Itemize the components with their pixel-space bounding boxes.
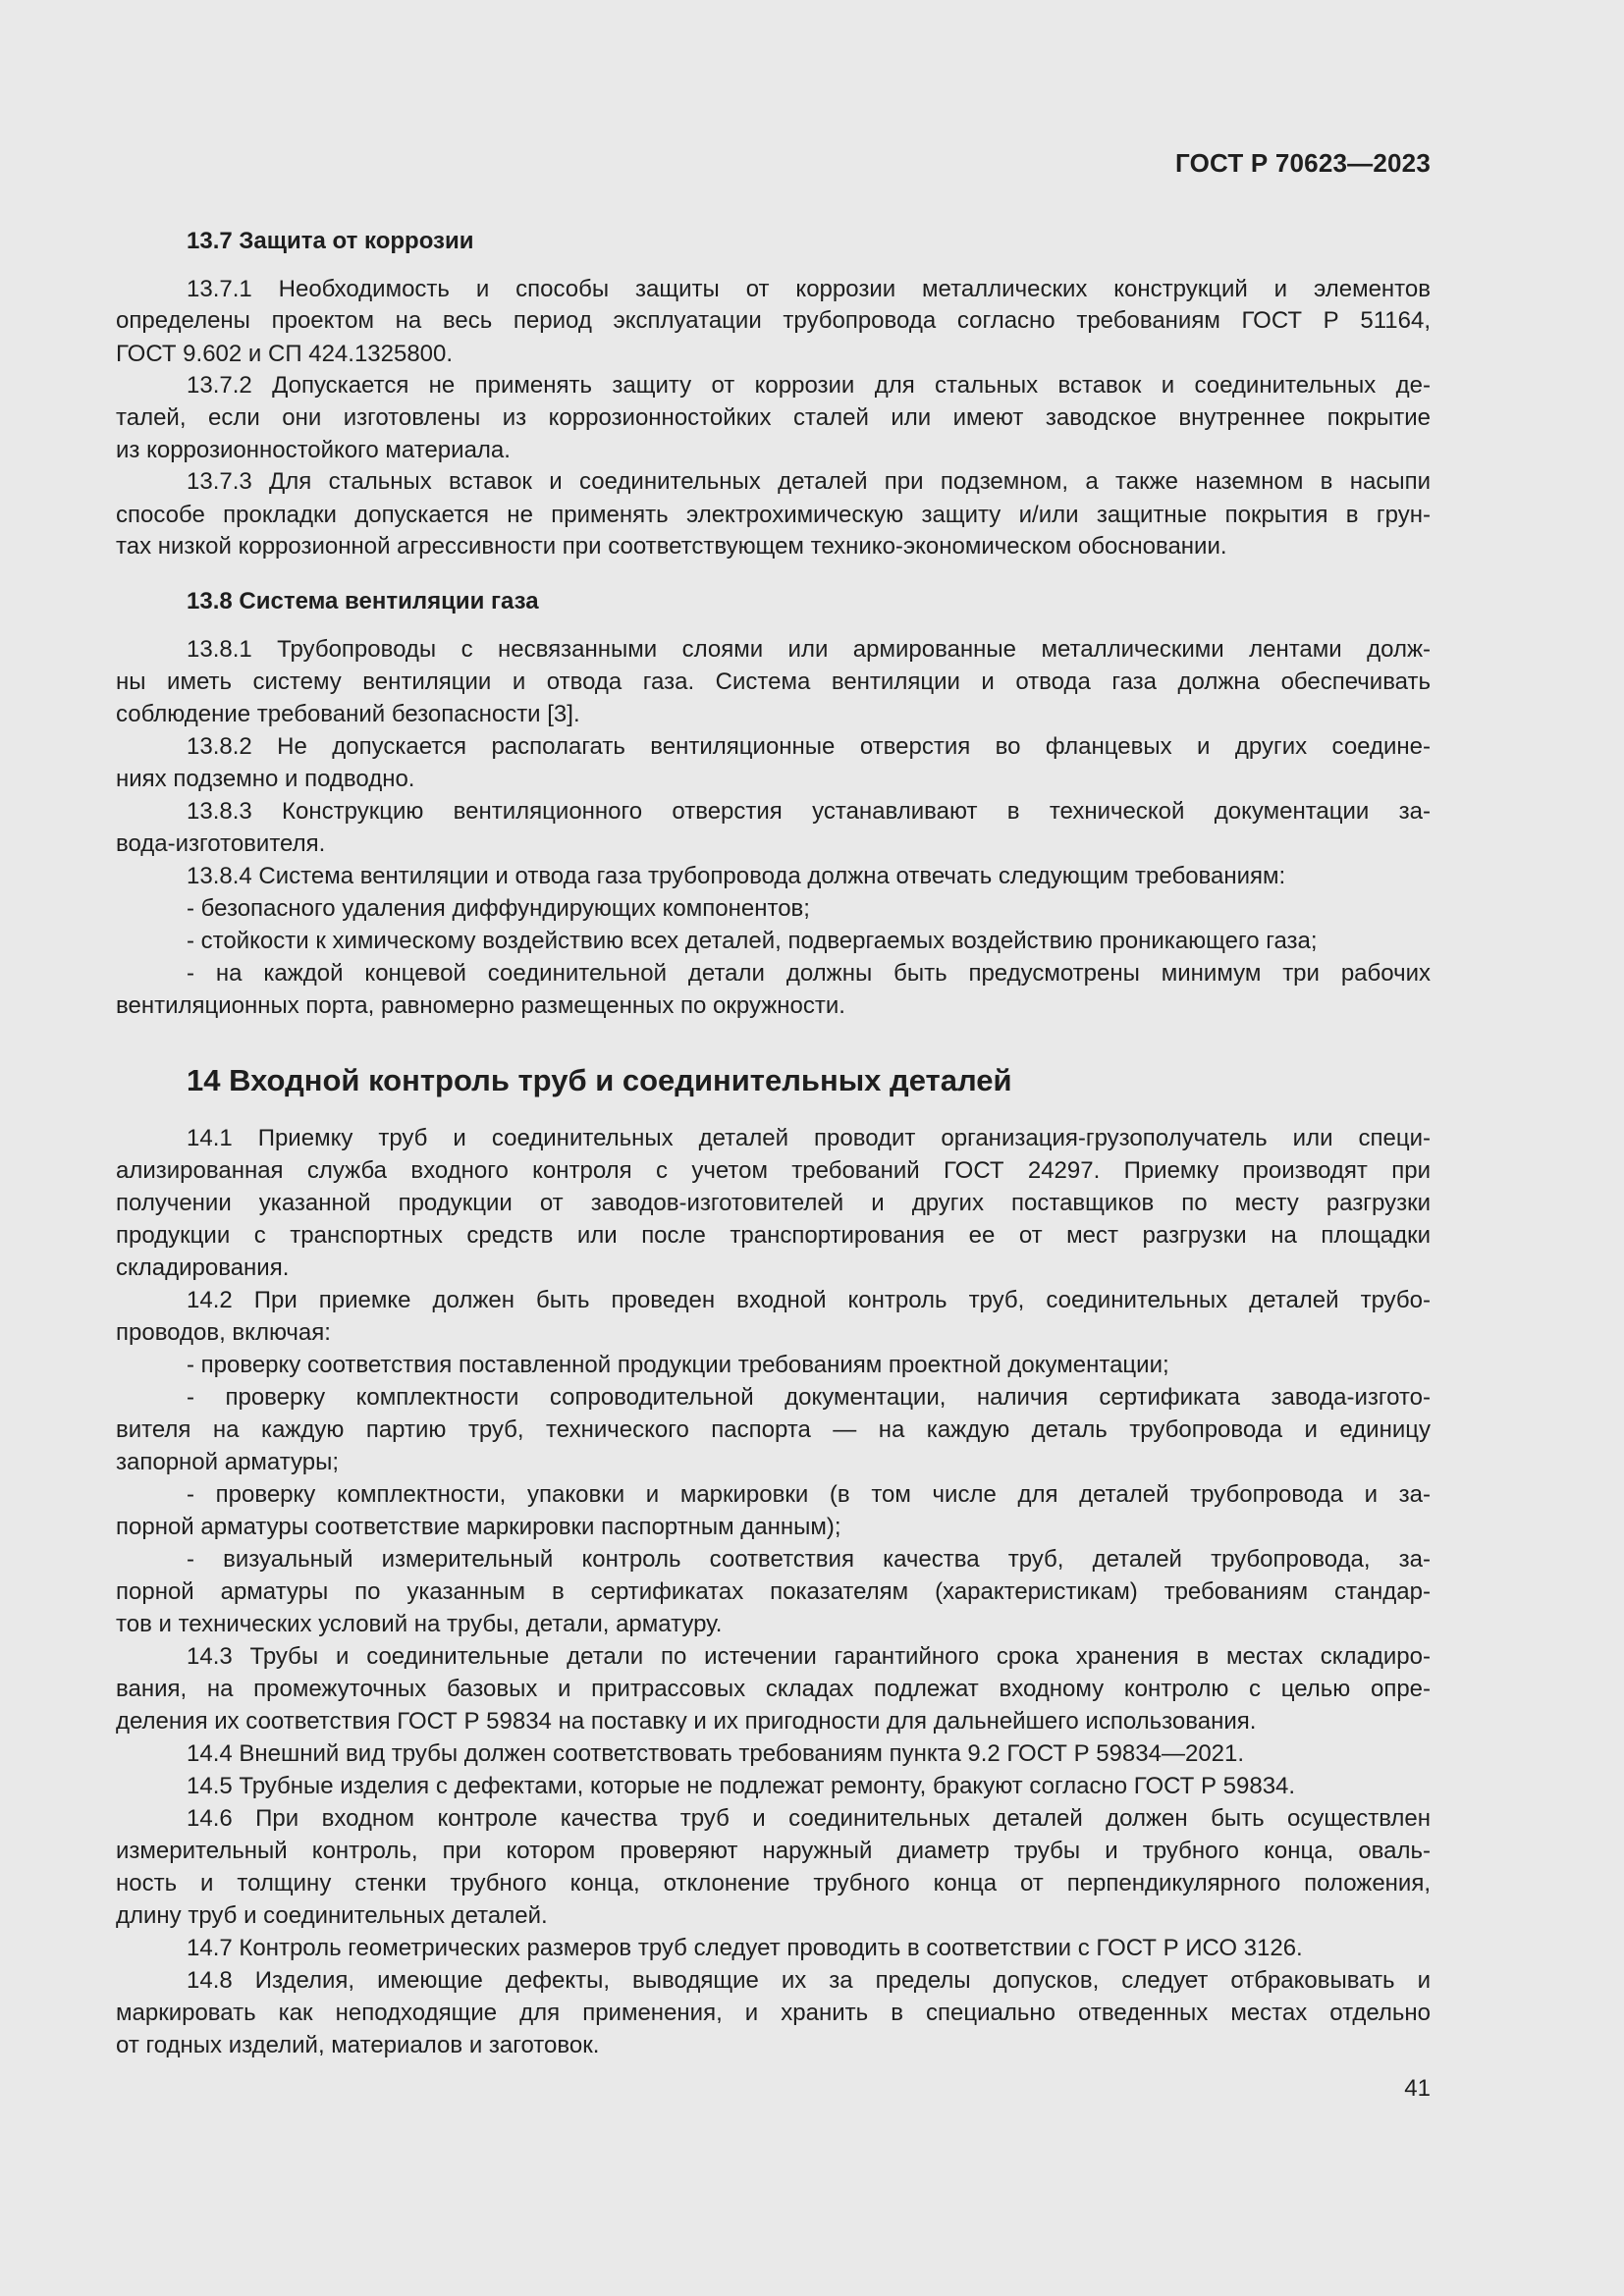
text-line: порной арматуры соответствие маркировки паспортным данным);: [116, 1514, 841, 1540]
text-line: ность и толщину стенки трубного конца, отклонение трубного конца от перпендикулярного положения,: [116, 1870, 1431, 1896]
text-line: 13.8.1 Трубопроводы с несвязанными слоями или армированные металлическими лентами долж-: [187, 636, 1431, 663]
text-line: 13.7.1 Необходимость и способы защиты от коррозии металлических конструкций и элементов: [187, 276, 1431, 302]
text-line: 13.7.3 Для стальных вставок и соединительных деталей при подземном, а также наземном в насыпи: [187, 468, 1431, 495]
text-line: тов и технических условий на трубы, детали, арматуру.: [116, 1611, 723, 1637]
text-line: проводов, включая:: [116, 1319, 331, 1346]
text-line: способе прокладки допускается не применять электрохимическую защиту и/или защитные покрытия в грун-: [116, 502, 1431, 528]
text-line: 13.7.2 Допускается не применять защиту от коррозии для стальных вставок и соединительных де-: [187, 372, 1431, 399]
text-line: определены проектом на весь период эксплуатации трубопровода согласно требованиям ГОСТ Р 51164,: [116, 307, 1431, 334]
text-line: талей, если они изготовлены из коррозионностойких сталей или имеют заводское внутреннее покрытие: [116, 404, 1431, 431]
text-line: маркировать как неподходящие для применения, и хранить в специально отведенных местах отдельно: [116, 2000, 1431, 2026]
text-line: ГОСТ 9.602 и СП 424.1325800.: [116, 341, 454, 367]
list-item: - визуальный измерительный контроль соответствия качества труб, деталей трубопровода, за-: [187, 1546, 1431, 1573]
text-line: 14.4 Внешний вид трубы должен соответствовать требованиям пункта 9.2 ГОСТ Р 59834—2021.: [187, 1740, 1245, 1767]
page-number: 41: [1404, 2075, 1431, 2102]
text-line: ны иметь систему вентиляции и отвода газа. Система вентиляции и отвода газа должна обеспечивать: [116, 668, 1431, 695]
text-line: складирования.: [116, 1255, 290, 1281]
text-line: 14.6 При входном контроле качества труб и соединительных деталей должен быть осуществлен: [187, 1805, 1431, 1832]
text-line: запорной арматуры;: [116, 1449, 339, 1475]
text-line: тах низкой коррозионной агрессивности при соответствующем технико-экономическом обосновании.: [116, 533, 1227, 560]
chapter-heading: 14 Входной контроль труб и соединительных деталей: [187, 1063, 1012, 1097]
text-line: вентиляционных порта, равномерно размещенных по окружности.: [116, 992, 845, 1019]
text-line: получении указанной продукции от заводов-изготовителей и других поставщиков по месту разгрузки: [116, 1190, 1431, 1216]
list-item: - проверку комплектности, упаковки и маркировки (в том числе для деталей трубопровода и за-: [187, 1481, 1431, 1508]
document-code-header: ГОСТ Р 70623—2023: [1175, 148, 1431, 178]
text-line: из коррозионностойкого материала.: [116, 437, 511, 463]
text-line: 14.5 Трубные изделия с дефектами, которые не подлежат ремонту, бракуют согласно ГОСТ Р 59834.: [187, 1773, 1296, 1799]
text-line: вителя на каждую партию труб, технического паспорта — на каждую деталь трубопровода и единицу: [116, 1416, 1431, 1443]
text-line: ниях подземно и подводно.: [116, 766, 415, 792]
list-item: - безопасного удаления диффундирующих компонентов;: [187, 895, 810, 922]
text-line: 13.8.3 Конструкцию вентиляционного отверстия устанавливают в технической документации за-: [187, 798, 1431, 825]
text-line: вания, на промежуточных базовых и притрассовых складах подлежат входному контролю с целью опре-: [116, 1676, 1431, 1702]
list-item: - проверку комплектности сопроводительной документации, наличия сертификата завода-изгото-: [187, 1384, 1431, 1411]
text-line: вода-изготовителя.: [116, 830, 326, 857]
text-line: ализированная служба входного контроля с учетом требований ГОСТ 24297. Приемку производят при: [116, 1157, 1431, 1184]
text-line: деления их соответствия ГОСТ Р 59834 на поставку и их пригодности для дальнейшего использования.: [116, 1708, 1257, 1735]
text-line: 14.3 Трубы и соединительные детали по истечении гарантийного срока хранения в местах складиро-: [187, 1643, 1431, 1670]
text-line: от годных изделий, материалов и заготовок.: [116, 2032, 600, 2058]
text-line: 14.1 Приемку труб и соединительных деталей проводит организация-грузополучатель или специ-: [187, 1125, 1431, 1151]
list-item: - проверку соответствия поставленной продукции требованиям проектной документации;: [187, 1352, 1169, 1378]
text-line: 14.7 Контроль геометрических размеров труб следует проводить в соответствии с ГОСТ Р ИСО 3126.: [187, 1935, 1303, 1961]
text-line: 14.8 Изделия, имеющие дефекты, выводящие их за пределы допусков, следует отбраковывать и: [187, 1967, 1431, 1994]
text-line: 13.8.2 Не допускается располагать вентиляционные отверстия во фланцевых и других соедине-: [187, 733, 1431, 760]
list-item: - на каждой концевой соединительной детали должны быть предусмотрены минимум три рабочих: [187, 960, 1431, 987]
text-line: 14.2 При приемке должен быть проведен входной контроль труб, соединительных деталей трубо-: [187, 1287, 1431, 1313]
text-line: 13.8.4 Система вентиляции и отвода газа трубопровода должна отвечать следующим требованиям:: [187, 863, 1286, 889]
text-line: измерительный контроль, при котором проверяют наружный диаметр трубы и трубного конца, оваль-: [116, 1838, 1431, 1864]
list-item: - стойкости к химическому воздействию всех деталей, подвергаемых воздействию проникающего газа;: [187, 928, 1318, 954]
text-line: соблюдение требований безопасности [3].: [116, 701, 580, 727]
text-line: продукции с транспортных средств или после транспортирования ее от мест разгрузки на площадки: [116, 1222, 1431, 1249]
section-heading: 13.8 Система вентиляции газа: [187, 588, 539, 614]
text-line: порной арматуры по указанным в сертификатах показателям (характеристикам) требованиям стандар-: [116, 1578, 1431, 1605]
text-line: длину труб и соединительных деталей.: [116, 1902, 548, 1929]
section-heading: 13.7 Защита от коррозии: [187, 228, 474, 254]
